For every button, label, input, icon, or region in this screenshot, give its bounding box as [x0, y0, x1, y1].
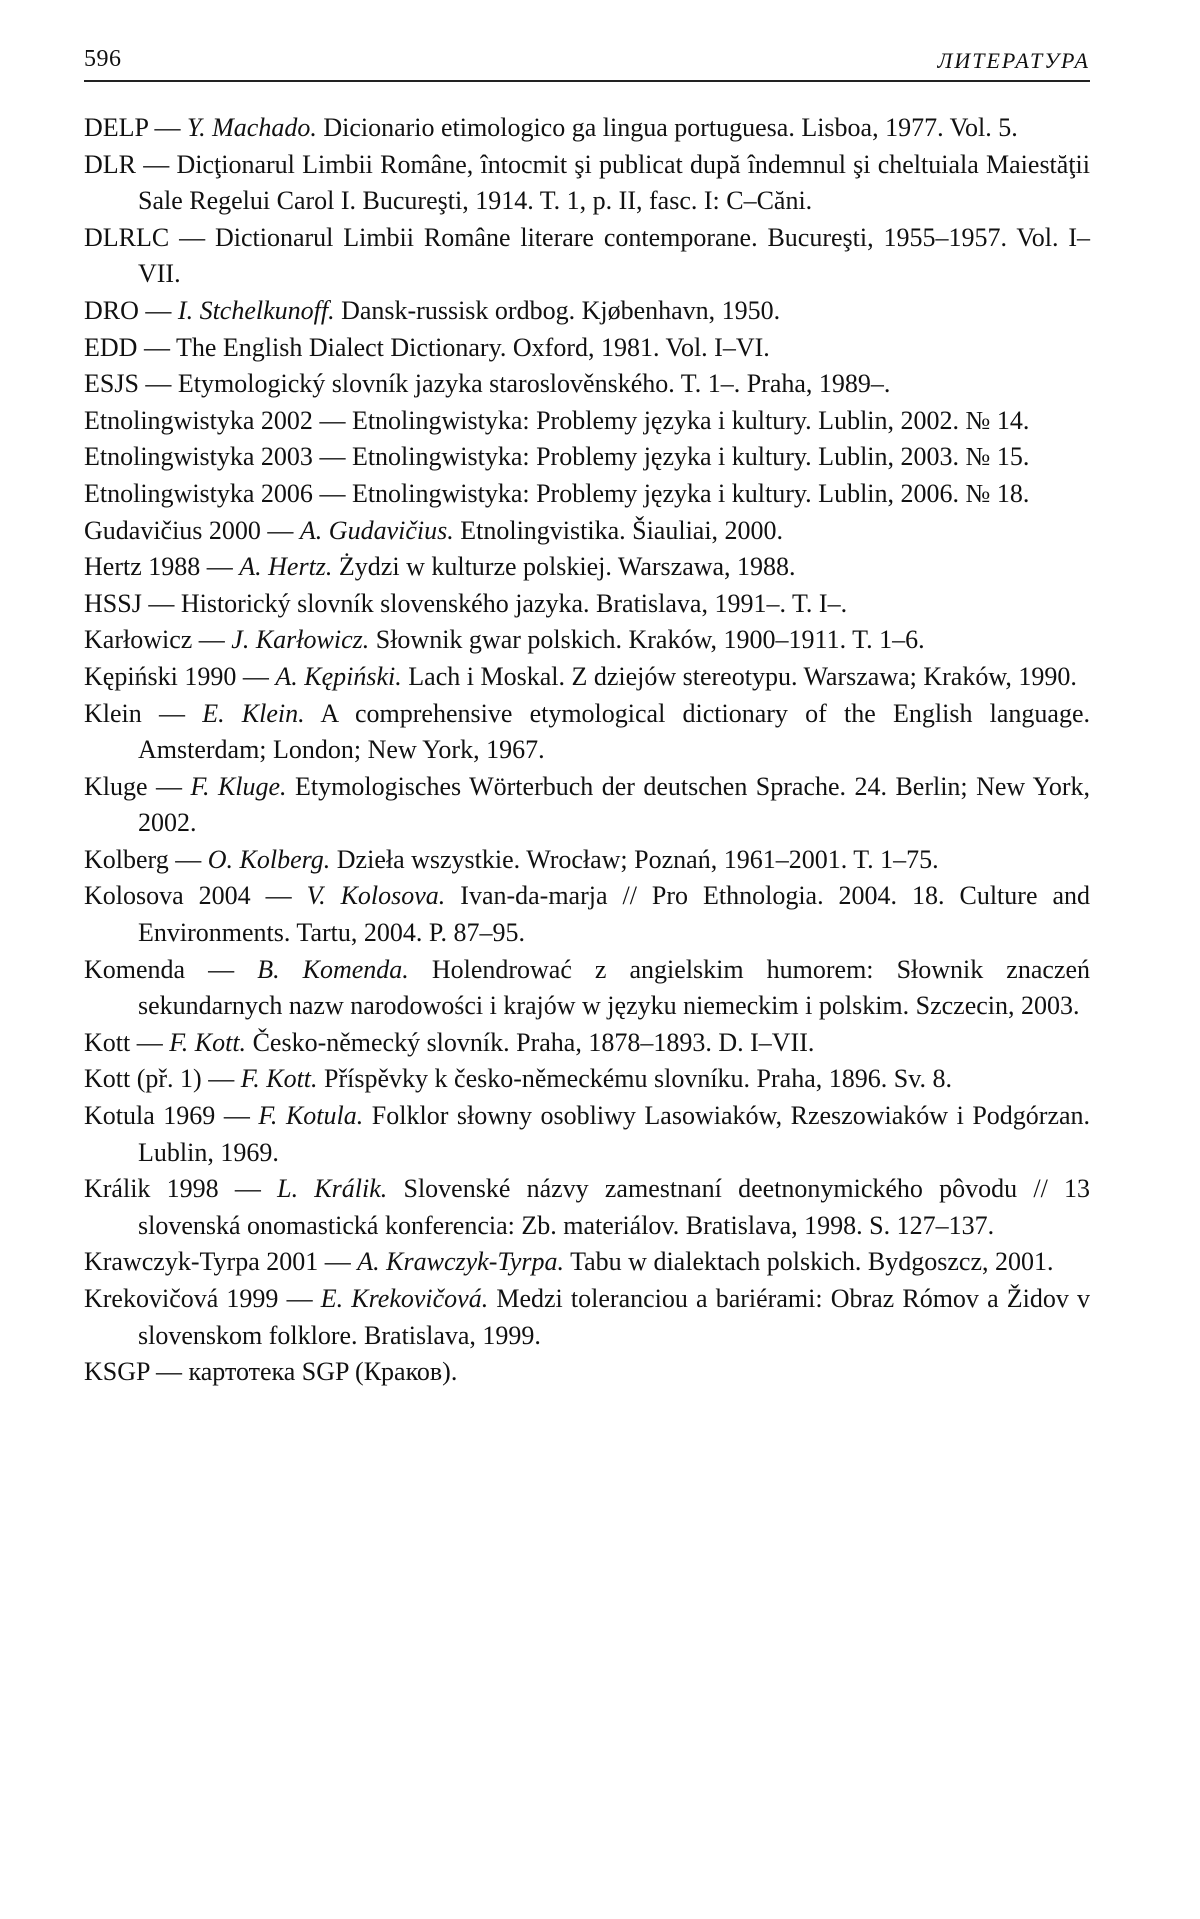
entry-author: A. Hertz. [239, 552, 333, 582]
entry-author: F. Kluge. [190, 771, 287, 801]
entry-description: The English Dialect Dictionary. Oxford, 1981. Vol. I–VI. [175, 332, 770, 362]
entry-abbreviation: Kott (př. 1) [84, 1064, 202, 1094]
entry-description: Dicţionarul Limbii Române, întocmit şi publicat după îndemnul şi cheltuiala Maiestăţii Sale Regelui Carol I. Bucureşti, 1914. T. 1, p. II, fasc. I: C–Căni. [138, 149, 1090, 216]
bibliography-entry: Králik 1998 — L. Králik. Slovenské názvy zamestnaní deetnonymického pôvodu // 13 slovenská onomastická konferencia: Zb. materiálov. Bratislava, 1998. S. 127–137. [84, 1174, 1091, 1240]
bibliography-entry: Krawczyk-Tyrpa 2001 — A. Krawczyk-Tyrpa. Tabu w dialektach polskich. Bydgoszcz, 2001. [84, 1247, 1054, 1277]
entry-author: V. Kolosova. [306, 881, 446, 911]
entry-author: O. Kolberg. [207, 844, 331, 874]
entry-author: J. Karłowicz. [231, 625, 370, 655]
bibliography-entry: HSSJ — Historický slovník slovenského jazyka. Bratislava, 1991–. T. I–. [84, 588, 848, 618]
entry-author: F. Kott. [240, 1064, 318, 1094]
entry-abbreviation: Etnolingwistyka 2002 [84, 405, 313, 435]
entry-author: A. Gudavičius. [299, 515, 454, 545]
entry-abbreviation: HSSJ [84, 588, 142, 618]
bibliography-entry: Kotula 1969 — F. Kotula. Folklor słowny osobliwy Lasowiaków, Rzeszowiaków i Podgórzan. Lublin, 1969. [84, 1101, 1091, 1167]
entry-abbreviation: Komenda [84, 954, 186, 984]
entry-author: A. Krawczyk-Tyrpa. [357, 1247, 565, 1277]
bibliography-entry: Kott — F. Kott. Česko-německý slovník. Praha, 1878–1893. D. I–VII. [84, 1027, 815, 1057]
entry-description: Etymologisches Wörterbuch der deutschen Sprache. 24. Berlin; New York, 2002. [138, 771, 1091, 838]
entry-author: Y. Machado. [187, 113, 317, 142]
entry-description: Etnolingwistyka: Problemy języka i kultury. Lublin, 2003. № 15. [351, 442, 1030, 472]
bibliography-entry: DLRLC — Dictionarul Limbii Române literare contemporane. Bucureşti, 1955–1957. Vol. I–VII. [84, 222, 1091, 289]
entry-abbreviation: Kotula 1969 [84, 1101, 216, 1131]
entry-abbreviation: EDD [84, 332, 138, 362]
bibliography-entry: Karłowicz — J. Karłowicz. Słownik gwar polskich. Kraków, 1900–1911. T. 1–6. [84, 625, 925, 655]
entry-abbreviation: Kolberg [84, 844, 169, 874]
entry-description: Etnolingvistika. Šiauliai, 2000. [460, 515, 784, 545]
bibliography-entry: KSGP — картотека SGP (Краков). [84, 1357, 458, 1387]
page-number: 596 [84, 46, 122, 72]
entry-abbreviation: Hertz 1988 [84, 552, 201, 582]
entry-description: Etnolingwistyka: Problemy języka i kultury. Lublin, 2006. № 18. [351, 478, 1030, 508]
entry-description: Příspěvky k česko-německému slovníku. Praha, 1896. Sv. 8. [324, 1064, 953, 1094]
entry-description: Żydzi w kulturze polskiej. Warszawa, 1988. [338, 552, 796, 582]
entry-abbreviation: Králik 1998 [84, 1174, 219, 1204]
bibliography-entry: Kluge — F. Kluge. Etymologisches Wörterbuch der deutschen Sprache. 24. Berlin; New York, 2002. [84, 771, 1091, 838]
entry-abbreviation: DLRLC [84, 222, 170, 252]
entry-author: L. Králik. [277, 1174, 388, 1204]
entry-author: A. Kępiński. [275, 661, 402, 691]
bibliography-entry: ESJS — Etymologický slovník jazyka staroslověnského. T. 1–. Praha, 1989–. [84, 369, 891, 399]
bibliography-entry: EDD — The English Dialect Dictionary. Oxford, 1981. Vol. I–VI. [84, 332, 770, 362]
entry-description: Lach i Moskal. Z dziejów stereotypu. Warszawa; Kraków, 1990. [408, 661, 1077, 691]
entry-abbreviation: ESJS [84, 369, 139, 399]
bibliography-entry: Krekovičová 1999 — E. Krekovičová. Medzi toleranciou a bariérami: Obraz Rómov a Židov v slovenskom folklore. Bratislava, 1999. [84, 1284, 1091, 1350]
entry-description: Dicionario etimologico ga lingua portuguesa. Lisboa, 1977. Vol. 5. [323, 113, 1018, 142]
entry-abbreviation: KSGP [84, 1357, 150, 1387]
section-title: ЛИТЕРАТУРА [937, 48, 1090, 73]
bibliography-list [84, 110, 1090, 1391]
bibliography-entry: Gudavičius 2000 — A. Gudavičius. Etnolingvistika. Šiauliai, 2000. [84, 515, 784, 545]
entry-author: E. Klein. [202, 698, 305, 728]
bibliography-entry: Kępiński 1990 — A. Kępiński. Lach i Moskal. Z dziejów stereotypu. Warszawa; Kraków, 1990. [84, 661, 1077, 691]
entry-description: Tabu w dialektach polskich. Bydgoszcz, 2001. [570, 1247, 1054, 1277]
running-head [84, 40, 1090, 82]
bibliography-entry: DRO — I. Stchelkunoff. Dansk-russisk ordbog. Kjøbenhavn, 1950. [84, 295, 781, 325]
entry-author: F. Kotula. [258, 1101, 364, 1131]
entry-description: Holendrować z angielskim humorem: Słownik znaczeń sekundarnych nazw narodowości i krajów w języku niemeckim i polskim. Szczecin, 2003. [138, 954, 1090, 1021]
entry-description: Ivan-da-marja // Pro Ethnologia. 2004. 18. Culture and Environments. Tartu, 2004. P. 87–95. [138, 881, 1090, 948]
bibliography-entry: Kott (př. 1) — F. Kott. Příspěvky k česko-německému slovníku. Praha, 1896. Sv. 8. [84, 1064, 953, 1094]
entry-abbreviation: Krawczyk-Tyrpa 2001 [84, 1247, 319, 1277]
entry-abbreviation: Kott [84, 1027, 131, 1057]
entry-abbreviation: DRO [84, 295, 139, 325]
entry-description: Dzieła wszystkie. Wrocław; Poznań, 1961–2001. T. 1–75. [336, 844, 939, 874]
entry-description: Słownik gwar polskich. Kraków, 1900–1911. T. 1–6. [375, 625, 925, 655]
entry-abbreviation: Gudavičius 2000 [84, 515, 261, 545]
bibliography-entry: Hertz 1988 — A. Hertz. Żydzi w kulturze polskiej. Warszawa, 1988. [84, 552, 796, 582]
entry-author: B. Komenda. [257, 954, 409, 984]
entry-author: E. Krekovičová. [320, 1284, 489, 1313]
bibliography-entry: Kolosova 2004 — V. Kolosova. Ivan-da-marja // Pro Ethnologia. 2004. 18. Culture and Environments. Tartu, 2004. P. 87–95. [84, 881, 1090, 948]
entry-abbreviation: Karłowicz [84, 625, 193, 655]
entry-abbreviation: Krekovičová 1999 [84, 1284, 279, 1313]
entry-description: Etnolingwistyka: Problemy języka i kultury. Lublin, 2002. № 14. [351, 405, 1030, 435]
entry-description: A comprehensive etymological dictionary of the English language. Amsterdam; London; New York, 1967. [138, 698, 1090, 765]
bibliography-entry: Kolberg — O. Kolberg. Dzieła wszystkie. Wrocław; Poznań, 1961–2001. T. 1–75. [84, 844, 939, 874]
entry-abbreviation: Kluge [84, 771, 148, 801]
entry-abbreviation: DELP [84, 113, 149, 142]
entry-abbreviation: Etnolingwistyka 2003 [84, 442, 313, 472]
entry-abbreviation: DLR [84, 149, 136, 179]
bibliography-entry: Komenda — B. Komenda. Holendrować z angielskim humorem: Słownik znaczeń sekundarnych nazw narodowości i krajów w języku niemeckim i polskim. Szczecin, 2003. [84, 954, 1090, 1021]
entry-description: Slovenské názvy zamestnaní deetnonymického pôvodu // 13 slovenská onomastická konferencia: Zb. materiálov. Bratislava, 1998. S. 127–137. [138, 1174, 1091, 1240]
entry-description: Etymologický slovník jazyka staroslověnského. T. 1–. Praha, 1989–. [177, 369, 891, 399]
entry-abbreviation: Kolosova 2004 [84, 881, 251, 911]
bibliography-entry: Etnolingwistyka 2003 — Etnolingwistyka: Problemy języka i kultury. Lublin, 2003. № 15. [84, 442, 1030, 472]
entry-description: Historický slovník slovenského jazyka. Bratislava, 1991–. T. I–. [180, 588, 848, 618]
bibliography-entry: DLR — Dicţionarul Limbii Române, întocmit şi publicat după îndemnul şi cheltuiala Maiestăţii Sale Regelui Carol I. Bucureşti, 1914. T. 1, p. II, fasc. I: C–Căni. [84, 149, 1090, 216]
bibliography-entry: Etnolingwistyka 2002 — Etnolingwistyka: Problemy języka i kultury. Lublin, 2002. № 14. [84, 405, 1030, 435]
entry-description: Folklor słowny osobliwy Lasowiaków, Rzeszowiaków i Podgórzan. Lublin, 1969. [138, 1101, 1091, 1167]
entry-abbreviation: Kępiński 1990 [84, 661, 237, 691]
entry-description: Dictionarul Limbii Române literare contemporane. Bucureşti, 1955–1957. Vol. I–VII. [138, 222, 1091, 289]
entry-description: Medzi toleranciou a bariérami: Obraz Rómov a Židov v slovenskom folklore. Bratislava, 1999. [138, 1284, 1091, 1350]
entry-description: картотека SGP (Краков). [188, 1357, 458, 1387]
bibliography-entry: DELP — Y. Machado. Dicionario etimologico ga lingua portuguesa. Lisboa, 1977. Vol. 5. [84, 113, 1018, 142]
entry-author: F. Kott. [169, 1027, 247, 1057]
entry-description: Dansk-russisk ordbog. Kjøbenhavn, 1950. [341, 295, 781, 325]
bibliography-entry: Etnolingwistyka 2006 — Etnolingwistyka: Problemy języka i kultury. Lublin, 2006. № 18. [84, 478, 1030, 508]
entry-author: I. Stchelkunoff. [177, 295, 335, 325]
entry-description: Česko-německý slovník. Praha, 1878–1893. D. I–VII. [252, 1027, 815, 1057]
entry-abbreviation: Etnolingwistyka 2006 [84, 478, 313, 508]
bibliography-entry: Klein — E. Klein. A comprehensive etymological dictionary of the English language. Amsterdam; London; New York, 1967. [84, 698, 1090, 765]
entry-abbreviation: Klein [84, 698, 142, 728]
